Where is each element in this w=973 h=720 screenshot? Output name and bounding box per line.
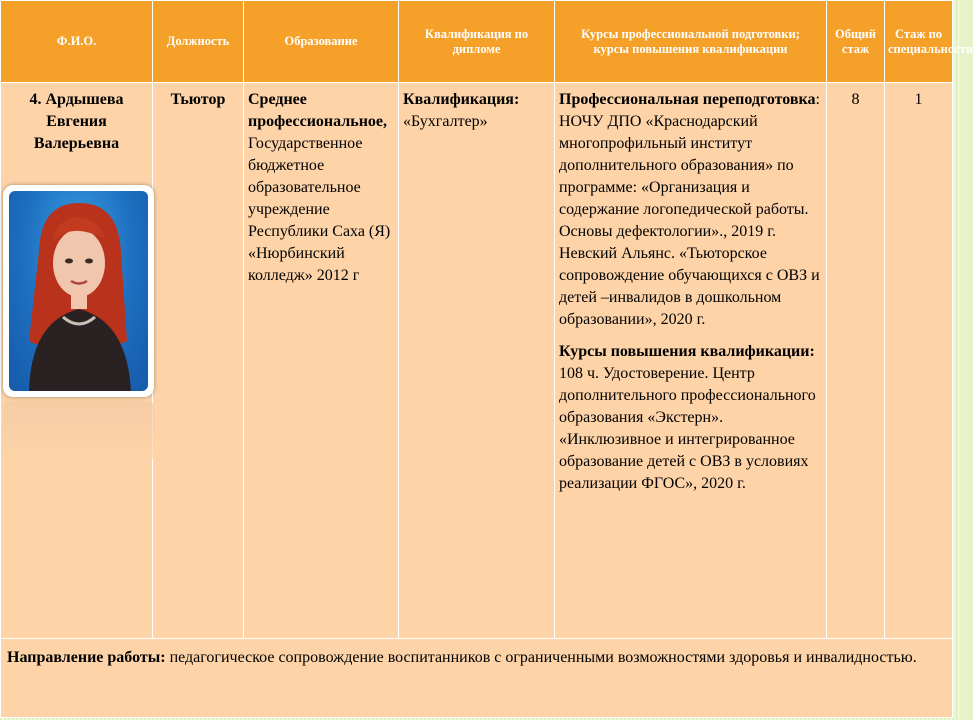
photo-reflection	[3, 401, 154, 461]
cell-direction	[1, 639, 953, 718]
portrait-illustration	[9, 191, 148, 391]
courses-advanced-text: 108 ч. Удостоверение. Центр дополнительного профессионального образования «Экстерн». «Инклюзивное и интегрированное образование детей с ОВЗ в условиях реализации ФГОС», 2020 г.	[559, 365, 816, 492]
header-courses	[555, 1, 827, 83]
header-special-experience: Стаж по специальности	[885, 1, 953, 83]
header-total-experience: Общий стаж	[827, 1, 885, 83]
education-level: Среднее профессиональное,	[248, 91, 388, 130]
direction-label: Направление работы:	[7, 649, 166, 666]
header-position: Должность	[153, 1, 244, 83]
cell-education	[244, 83, 399, 639]
header-fio: Ф.И.О.	[1, 1, 153, 83]
header-row	[1, 1, 953, 83]
header-qualification: Квалификация по дипломе	[399, 1, 555, 83]
courses-retraining	[559, 89, 822, 331]
courses-advanced-label: Курсы повышения квалификации:	[559, 343, 815, 360]
qualification-value: «Бухгалтер»	[403, 113, 488, 130]
cell-total-experience: 8	[827, 83, 885, 639]
header-courses-line1: Курсы профессиональной подготовки;	[581, 26, 800, 41]
cell-courses	[555, 83, 827, 639]
table-row	[1, 83, 953, 639]
cell-name	[1, 83, 153, 639]
direction-text: педагогическое сопровождение воспитанников с ограниченными возможностями здоровья и инвалидностью.	[165, 649, 917, 666]
cell-position: Тьютор	[153, 83, 244, 639]
header-courses-line2: курсы повышения квалификации	[593, 41, 788, 56]
courses-advanced	[559, 341, 822, 495]
cell-special-experience: 1	[885, 83, 953, 639]
employee-name: 4. Ардышева Евгения Валерьевна	[29, 91, 124, 152]
employee-photo	[9, 191, 148, 391]
photo-frame	[3, 185, 154, 397]
footer-row	[1, 639, 953, 718]
qualification-label: Квалификация:	[403, 91, 520, 108]
cell-qualification	[399, 83, 555, 639]
header-education: Образование	[244, 1, 399, 83]
courses-retraining-text: : НОЧУ ДПО «Краснодарский многопрофильный институт дополнительного образования» по программе: «Организация и содержание логопедической работы. Основы дефектологии»., 2019 г. Невский Альянс. «Тьюторское сопровождение обучающихся с ОВЗ и детей –инвалидов в дошкольном образовании», 2020 г.	[559, 91, 820, 328]
education-institution: Государственное бюджетное образовательное учреждение Республики Саха (Я) «Нюрбинский колледж» 2012 г	[248, 135, 391, 284]
courses-retraining-label: Профессиональная переподготовка	[559, 91, 816, 108]
